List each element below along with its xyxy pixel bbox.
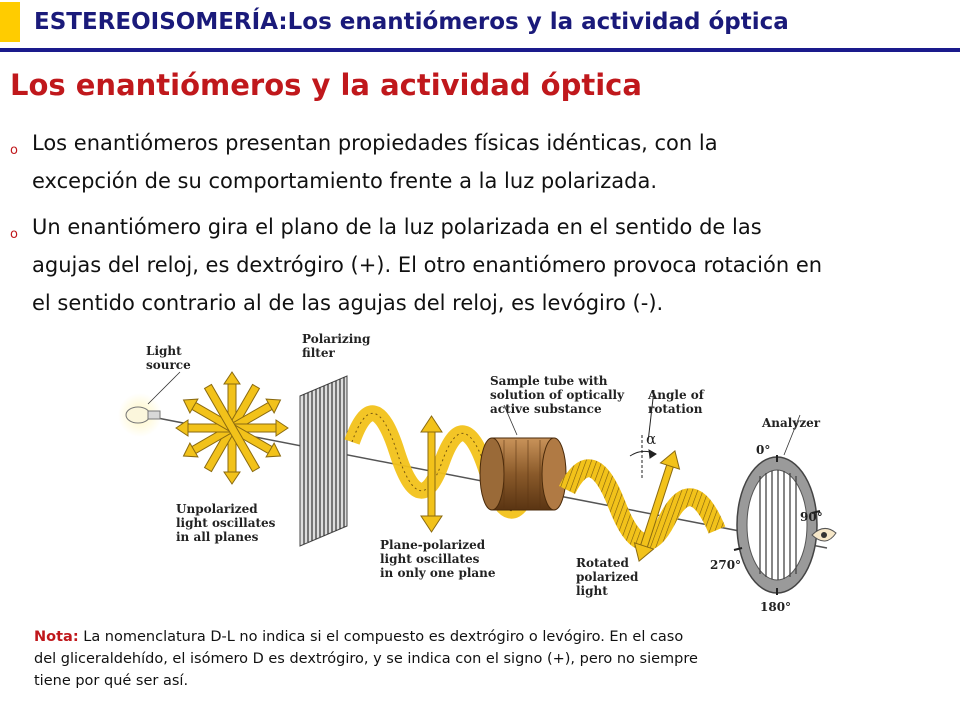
footnote (34, 626, 954, 692)
slide-title: Los enantiómeros y la actividad óptica (10, 68, 642, 102)
label-line: light (576, 584, 608, 598)
label-line: Plane-polarized (380, 538, 486, 552)
sample-tube (480, 438, 566, 510)
label-line: Rotated (576, 556, 629, 570)
label-line: active substance (490, 402, 602, 416)
label-line: light oscillates (380, 552, 480, 566)
label-line: source (146, 358, 191, 372)
label-line: in all planes (176, 530, 259, 544)
bullet-line: agujas del reloj, es dextrógiro (+). El otro enantiómero provoca rotación en (32, 253, 823, 277)
label-rotated (576, 556, 638, 598)
footnote-line: del gliceraldehído, el isómero D es dextrógiro, y se indica con el signo (+), pero no siempre (34, 651, 698, 667)
label-line: filter (302, 346, 335, 360)
header-accent (0, 2, 20, 42)
bullet-line: excepción de su comportamiento frente a la luz polarizada. (32, 169, 658, 193)
bullet-line: el sentido contrario al de las agujas del reloj, es levógiro (-). (32, 291, 664, 315)
label-line: light oscillates (176, 516, 276, 530)
label-line: Sample tube with (490, 374, 608, 388)
bullet-text (32, 124, 960, 200)
label-line: Polarizing (302, 332, 371, 346)
label-line: Unpolarized (176, 502, 258, 516)
label-line: solution of optically (490, 388, 625, 402)
header-rule (0, 48, 960, 52)
polarizing-filter (300, 376, 347, 546)
label-light-source (146, 344, 191, 372)
label-line: rotation (648, 402, 703, 416)
header-title: ESTEREOISOMERÍA:Los enantiómeros y la actividad óptica (34, 9, 789, 35)
label-270-deg: 270° (710, 558, 742, 572)
label-analyzer: Analyzer (762, 416, 821, 430)
analyzer (734, 455, 820, 595)
label-sample-tube (490, 374, 624, 416)
footnote-text: La nomenclatura D-L no indica si el compuesto es dextrógiro o levógiro. En el caso (83, 629, 684, 645)
bullet-marker: o (10, 227, 18, 242)
label-plane-polarized (380, 538, 496, 580)
label-90-deg: 90° (800, 510, 823, 524)
light-bulb (118, 393, 162, 437)
label-line: polarized (576, 570, 639, 584)
label-180-deg: 180° (760, 600, 792, 614)
header-bar (0, 0, 960, 54)
bullet-line: Un enantiómero gira el plano de la luz polarizada en el sentido de las (32, 215, 762, 239)
footnote-line (34, 626, 954, 648)
label-line: in only one plane (380, 566, 496, 580)
label-line: Light (146, 344, 182, 358)
bullet-marker: o (10, 143, 18, 158)
footnote-line: tiene por qué ser así. (34, 673, 189, 689)
unpolarized-light-star (176, 372, 288, 484)
polarimeter-diagram (112, 330, 842, 625)
rotated-polarized-wave (567, 468, 717, 541)
label-unpolarized (176, 502, 275, 544)
footnote-lead: Nota: (34, 629, 79, 645)
label-line: Angle of (648, 388, 704, 402)
label-polarizing-filter (302, 332, 370, 360)
label-alpha: α (646, 430, 657, 448)
label-angle-of-rotation (648, 388, 704, 416)
bullet-line: Los enantiómeros presentan propiedades físicas idénticas, con la (32, 131, 718, 155)
polarimeter-illustration (112, 330, 842, 625)
label-0-deg: 0° (756, 443, 771, 457)
bullet-text (32, 208, 960, 322)
